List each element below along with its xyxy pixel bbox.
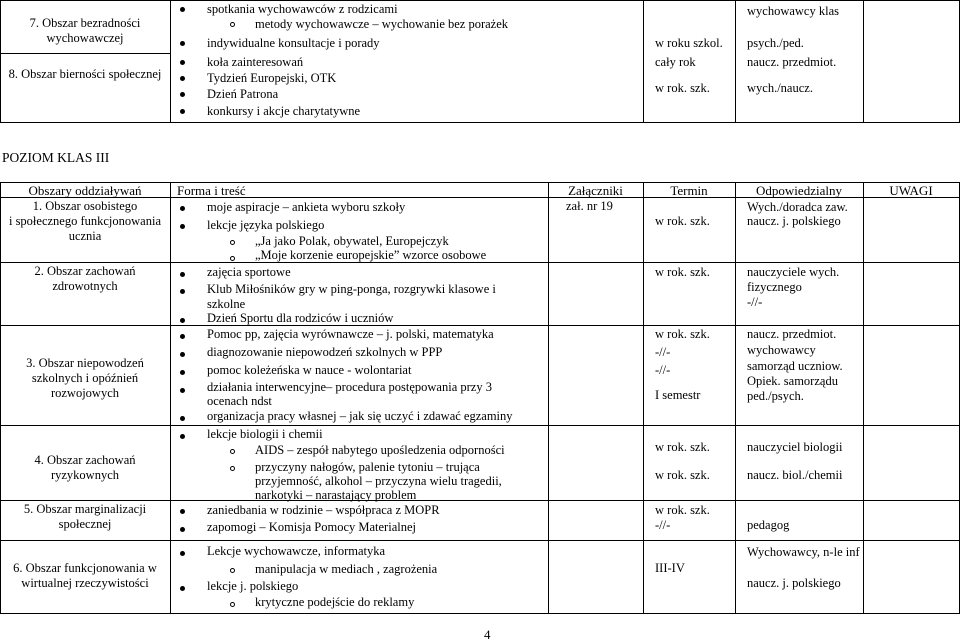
form-r4-2: AIDS – zespół nabytego upośledzenia odporności — [255, 443, 505, 457]
form-r3-1: Pomoc pp, zajęcia wyrównawcze – j. polski, matematyka — [207, 327, 494, 341]
area-3-line2: szkolnych i opóźnień — [31, 371, 139, 385]
term-r3-4: I semestr — [655, 388, 701, 402]
area-3-line1: 3. Obszar niepowodzeń — [26, 356, 144, 370]
term-r3-2: -//- — [655, 345, 671, 359]
area-4-line1: 4. Obszar zachowań — [34, 453, 136, 467]
form-r3-2: diagnozowanie niepowodzeń szkolnych w PPP — [207, 345, 443, 359]
top-resp-2: psych./ped. — [747, 36, 804, 50]
top-line-4: koła zainteresowań — [207, 55, 304, 69]
resp-r3-5: ped./psych. — [747, 389, 804, 403]
resp-r3-1: naucz. przedmiot. — [747, 327, 837, 341]
form-r2-1: zajęcia sportowe — [207, 265, 291, 279]
form-r1-2: lekcje języka polskiego — [207, 218, 325, 232]
form-r6-1: Lekcje wychowawcze, informatyka — [207, 544, 386, 558]
term-r4-1: w rok. szk. — [655, 440, 710, 454]
area-7-line1: 7. Obszar bezradności — [29, 16, 141, 30]
form-r1-3: „Ja jako Polak, obywatel, Europejczyk — [255, 234, 449, 248]
area-5-line1: 5. Obszar marginalizacji — [23, 502, 147, 516]
resp-r3-3: samorząd uczniow. — [747, 359, 843, 373]
form-r4-3: przyczyny nałogów, palenie tytoniu – trująca — [255, 460, 480, 474]
term-r3-1: w rok. szk. — [655, 327, 710, 341]
top-line-7: konkursy i akcje charytatywne — [207, 104, 361, 118]
page-number: 4 — [484, 627, 491, 642]
resp-r3-2: wychowawcy — [747, 343, 816, 357]
header-notes: UWAGI — [889, 183, 933, 198]
form-r4-1: lekcje biologii i chemii — [207, 427, 323, 441]
top-resp-4: wych./naucz. — [747, 81, 813, 95]
resp-r4-1: nauczyciel biologii — [747, 440, 843, 454]
term-r3-3: -//- — [655, 363, 671, 377]
top-resp-1: wychowawcy klas — [747, 4, 839, 18]
form-r2-4: Dzień Sportu dla rodziców i uczniów — [207, 311, 394, 325]
area-3-line3: rozwojowych — [50, 386, 120, 400]
resp-r1-1: Wych./doradca zaw. — [747, 200, 848, 214]
top-term-1: w roku szkol. — [655, 36, 723, 50]
form-r4-4: przyjemność, alkohol – przyczyna wielu tragedii, — [255, 474, 502, 488]
resp-r2-3: -//- — [747, 295, 763, 309]
resp-r2-2: fizycznego — [747, 280, 802, 294]
form-r4-5: narkotyki – narastający problem — [255, 488, 417, 502]
resp-r6-2: naucz. j. polskiego — [747, 576, 841, 590]
term-r2: w rok. szk. — [655, 265, 710, 279]
top-line-5: Tydzień Europejski, OTK — [207, 71, 337, 85]
section-title: POZIOM KLAS III — [2, 150, 110, 165]
term-r5-2: -//- — [655, 518, 671, 532]
form-r1-4: „Moje korzenie europejskie” wzorce osobowe — [255, 248, 487, 262]
form-r6-4: krytyczne podejście do reklamy — [255, 595, 415, 609]
resp-r3-4: Opiek. samorządu — [747, 374, 838, 388]
area-6-line2: wirtualnej rzeczywistości — [21, 576, 149, 590]
area-1-line2: i społecznego funkcjonowania — [8, 214, 162, 228]
top-line-6: Dzień Patrona — [207, 87, 279, 101]
area-2-line1: 2. Obszar zachowań — [34, 264, 136, 278]
term-r6: III-IV — [655, 561, 685, 575]
top-line-3: indywidualne konsultacje i porady — [207, 36, 380, 50]
term-r5-1: w rok. szk. — [655, 503, 710, 517]
area-1-line3: ucznia — [68, 229, 102, 243]
header-term: Termin — [670, 183, 708, 198]
form-r1-1: moje aspiracje – ankieta wyboru szkoły — [207, 200, 406, 214]
top-term-2: cały rok — [655, 55, 696, 69]
header-attachments: Załączniki — [568, 183, 623, 198]
area-4-line2: ryzykownych — [50, 468, 120, 482]
form-r2-3: szkolne — [207, 297, 246, 311]
header-form: Forma i treść — [177, 183, 246, 198]
top-resp-3: naucz. przedmiot. — [747, 55, 837, 69]
form-r3-4: działania interwencyjne– procedura postępowania przy 3 — [207, 380, 492, 394]
attachment-r1: zał. nr 19 — [566, 199, 613, 213]
form-r6-3: lekcje j. polskiego — [207, 579, 299, 593]
area-7-line2: wychowawczej — [46, 31, 124, 45]
header-responsible: Odpowiedzialny — [756, 183, 842, 198]
form-r3-3: pomoc koleżeńska w nauce - wolontariat — [207, 363, 412, 377]
top-line-1: spotkania wychowawców z rodzicami — [207, 2, 398, 16]
area-6-line1: 6. Obszar funkcjonowania w — [13, 561, 157, 575]
form-r3-5: ocenach ndst — [207, 394, 272, 408]
term-r4-2: w rok. szk. — [655, 468, 710, 482]
resp-r6-1: Wychowawcy, n-le inf — [747, 545, 860, 559]
form-r5-1: zaniedbania w rodzinie – współpraca z MOPR — [207, 503, 440, 517]
top-term-3: w rok. szk. — [655, 81, 710, 95]
resp-r4-2: naucz. biol./chemii — [747, 468, 843, 482]
form-r5-2: zapomogi – Komisja Pomocy Materialnej — [207, 520, 416, 534]
resp-r5-1: pedagog — [747, 518, 790, 532]
resp-r1-2: naucz. j. polskiego — [747, 214, 841, 228]
form-r2-2: Klub Miłośników gry w ping-ponga, rozgrywki klasowe i — [207, 282, 496, 296]
form-r3-6: organizacja pracy własnej – jak się uczyć i zdawać egzaminy — [207, 409, 513, 423]
area-8: 8. Obszar bierności społecznej — [8, 67, 162, 81]
term-r1: w rok. szk. — [655, 214, 710, 228]
area-5-line2: społecznej — [58, 517, 112, 531]
area-2-line2: zdrowotnych — [52, 279, 118, 293]
form-r6-2: manipulacja w mediach , zagrożenia — [255, 562, 438, 576]
header-areas: Obszary oddziaływań — [28, 183, 142, 198]
resp-r2-1: nauczyciele wych. — [747, 265, 840, 279]
area-1-line1: 1. Obszar osobistego — [32, 199, 138, 213]
top-line-2: metody wychowawcze – wychowanie bez porażek — [255, 17, 509, 31]
